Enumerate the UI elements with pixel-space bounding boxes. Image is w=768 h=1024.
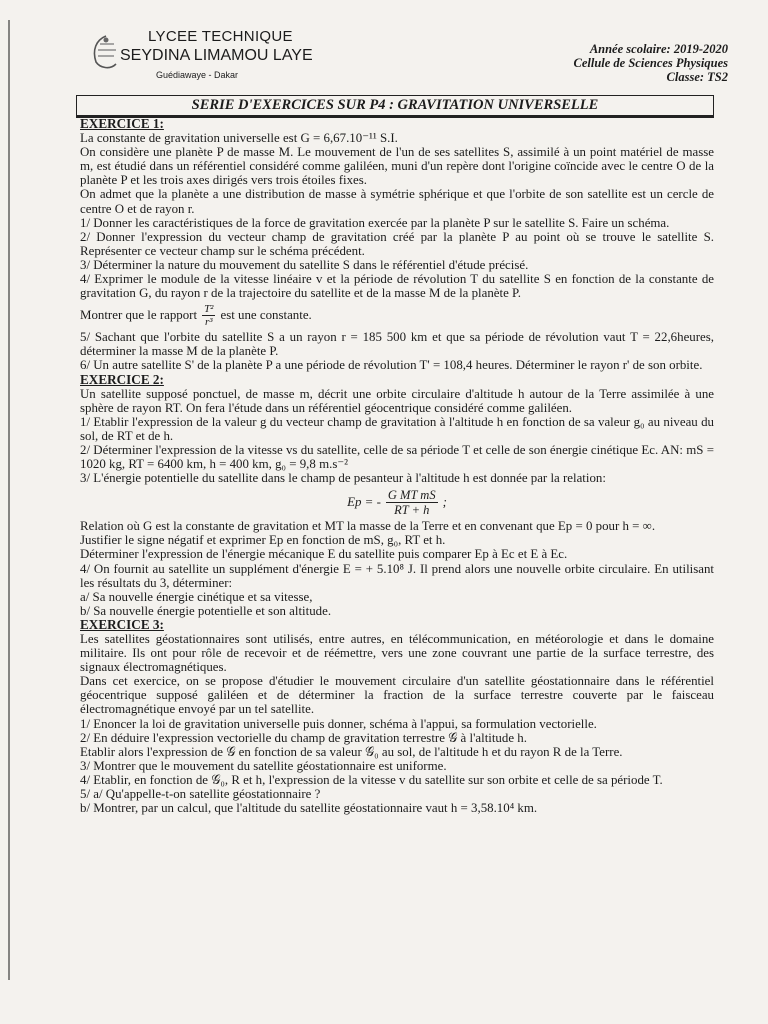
ex2-question-2: 2/ Déterminer l'expression de la vitesse vs du satellite, celle de sa période T et celle de son énergie cinétique Ec. AN: mS = 1020 kg, RT = 6400 km, h = 400 km, g₀ = 9,8 m.s⁻² (80, 442, 714, 472)
school-line-3: Guédiawaye - Dakar (156, 70, 239, 80)
ex2-paragraph-1: Un satellite supposé ponctuel, de masse m, décrit une orbite circulaire d'altitude h autour de la Terre assimilée à une sphère de rayon RT. On fera l'étude dans un référentiel géocentrique considéré comme galiléen. (80, 386, 714, 415)
class-label: Classe: TS2 (666, 70, 728, 84)
ex2-paragraph-2: Relation où G est la constante de gravitation et MT la masse de la Terre et en convenant que Ep = 0 pour h = ∞. (80, 519, 656, 534)
ex2-paragraph-3: Justifier le signe négatif et exprimer Ep en fonction de mS, g₀, RT et h. (80, 533, 446, 548)
ex1-question-2: 2/ Donner l'expression du vecteur champ de gravitation créé par la planète P au point où se trouve le satellite S. Représenter ce vecteur champ sur le schéma précédent. (80, 229, 714, 258)
formula-numerator: G MT mS (387, 487, 436, 502)
ratio-fraction (202, 303, 215, 328)
ex2-question-4b: b/ Sa nouvelle énergie potentielle et son altitude. (80, 603, 332, 618)
ex1-question-4: 4/ Exprimer le module de la vitesse linéaire v et la période de révolution T du satellite S en fonction de la constante de gravitation G, du rayon r de la trajectoire du satellite et de la masse M de la planète P. (80, 272, 714, 301)
ratio-text-before: Montrer que le rapport (80, 308, 198, 323)
ex2-question-4: 4/ On fournit au satellite un supplément d'énergie E = + 5.10⁸ J. Il prend alors une nouvelle orbite circulaire. En utilisant les résultats du 3, déterminer: (80, 561, 714, 590)
school-line-2: SEYDINA LIMAMOU LAYE (120, 47, 313, 64)
ex2-paragraph-4: Déterminer l'expression de l'énergie mécanique E du satellite puis comparer Ep à Ec et E à Ec. (80, 547, 568, 562)
school-name-block (120, 28, 313, 80)
ex3-question-5b: b/ Montrer, par un calcul, que l'altitude du satellite géostationnaire vaut h = 3,58.10⁴ km. (80, 801, 538, 816)
ex2-question-1: 1/ Etablir l'expression de la valeur g du vecteur champ de gravitation à l'altitude h en fonction de sa valeur g₀ au niveau du sol, de RT et de h. (80, 414, 714, 443)
school-logo-icon (88, 32, 124, 72)
formula-lhs: Ep = - (347, 495, 381, 510)
ex3-question-2b: Etablir alors l'expression de 𝒢 en fonction de sa valeur 𝒢₀ au sol, de l'altitude h et du rayon R de la Terre. (80, 744, 623, 759)
ex3-question-2: 2/ En déduire l'expression vectorielle du champ de gravitation terrestre 𝒢 à l'altitude h. (80, 730, 527, 745)
ex1-paragraph-1: La constante de gravitation universelle est G = 6,67.10⁻¹¹ S.I. (80, 131, 398, 146)
ex1-paragraph-2: On considère une planète P de masse M. Le mouvement de l'un de ses satellites S, assimilé à un point matériel de masse m, est étudié dans un référentiel considéré comme galiléen, muni d'un repère dont l'origine coïncide avec le centre O de la planète P et les trois axes dirigés vers trois étoiles fixes. (80, 145, 714, 188)
ex3-paragraph-2: Dans cet exercice, on se propose d'étudier le mouvement circulaire d'un satellite géostationnaire dans le référentiel géocentrique supposé galiléen et de déterminer la fraction de la surface terrestre couverte par le faisceau électromagnétique envoyé par un tel satellite. (80, 674, 714, 717)
ex1-question-1: 1/ Donner les caractéristiques de la force de gravitation exercée par la planète P sur le satellite S. Faire un schéma. (80, 215, 670, 230)
ex1-ratio-line (80, 300, 714, 330)
ex1-question-3: 3/ Déterminer la nature du mouvement du satellite S dans le référentiel d'étude précisé. (80, 257, 529, 272)
ex3-question-1: 1/ Enoncer la loi de gravitation universelle puis donner, schéma à l'appui, sa formulation vectorielle. (80, 716, 597, 731)
formula-denominator: RT + h (394, 502, 430, 517)
exercise-content (80, 117, 714, 815)
department: Cellule de Sciences Physiques (573, 56, 728, 70)
ratio-text-after: est une constante. (220, 308, 312, 323)
ex3-paragraph-1: Les satellites géostationnaires sont utilisés, entre autres, en télécommunication, en météorologie et dans le domaine militaire. Ils ont pour rôle de recevoir et de réémettre, vers une zone couvrant une partie de la surface terrestre, des signaux électromagnétiques. (80, 632, 714, 675)
document-header (0, 0, 768, 92)
ex3-question-5a: 5/ a/ Qu'appelle-t-on satellite géostationnaire ? (80, 787, 321, 802)
formula-fraction (386, 488, 438, 517)
series-title: SERIE D'EXERCICES SUR P4 : GRAVITATION UNIVERSELLE (76, 95, 714, 118)
exercise-1-title: EXERCICE 1: (80, 116, 164, 131)
school-line-1: LYCEE TECHNIQUE (148, 28, 293, 45)
formula-end: ; (442, 495, 447, 510)
ex2-question-4a: a/ Sa nouvelle énergie cinétique et sa vitesse, (80, 589, 313, 604)
potential-energy-formula (80, 485, 714, 519)
ex1-paragraph-3: On admet que la planète a une distribution de masse à symétrie sphérique et que l'orbite de son satellite est un cercle de centre O et de rayon r. (80, 187, 714, 216)
document-meta (574, 42, 729, 84)
binding-edge-line (8, 20, 10, 980)
ratio-denominator: r³ (204, 315, 213, 328)
exercise-3-title: EXERCICE 3: (80, 616, 164, 632)
ex1-question-6: 6/ Un autre satellite S' de la planète P a une période de révolution T' = 108,4 heures. Déterminer le rayon r' de son orbite. (80, 358, 703, 373)
school-year: Année scolaire: 2019-2020 (589, 42, 728, 56)
ex2-question-3: 3/ L'énergie potentielle du satellite dans le champ de pesanteur à l'altitude h est donnée par la relation: (80, 471, 606, 486)
ratio-numerator: T² (204, 302, 214, 315)
ex1-question-5: 5/ Sachant que l'orbite du satellite S a un rayon r = 185 500 km et que sa période de révolution vaut T = 22,6heures, déterminer la masse M de la planète P. (80, 330, 714, 359)
ex3-question-3: 3/ Montrer que le mouvement du satellite géostationnaire est uniforme. (80, 758, 447, 773)
ex3-question-4: 4/ Etablir, en fonction de 𝒢₀, R et h, l'expression de la vitesse v du satellite sur son orbite et celle de sa période T. (80, 772, 663, 787)
exercise-2-title: EXERCICE 2: (80, 371, 164, 387)
